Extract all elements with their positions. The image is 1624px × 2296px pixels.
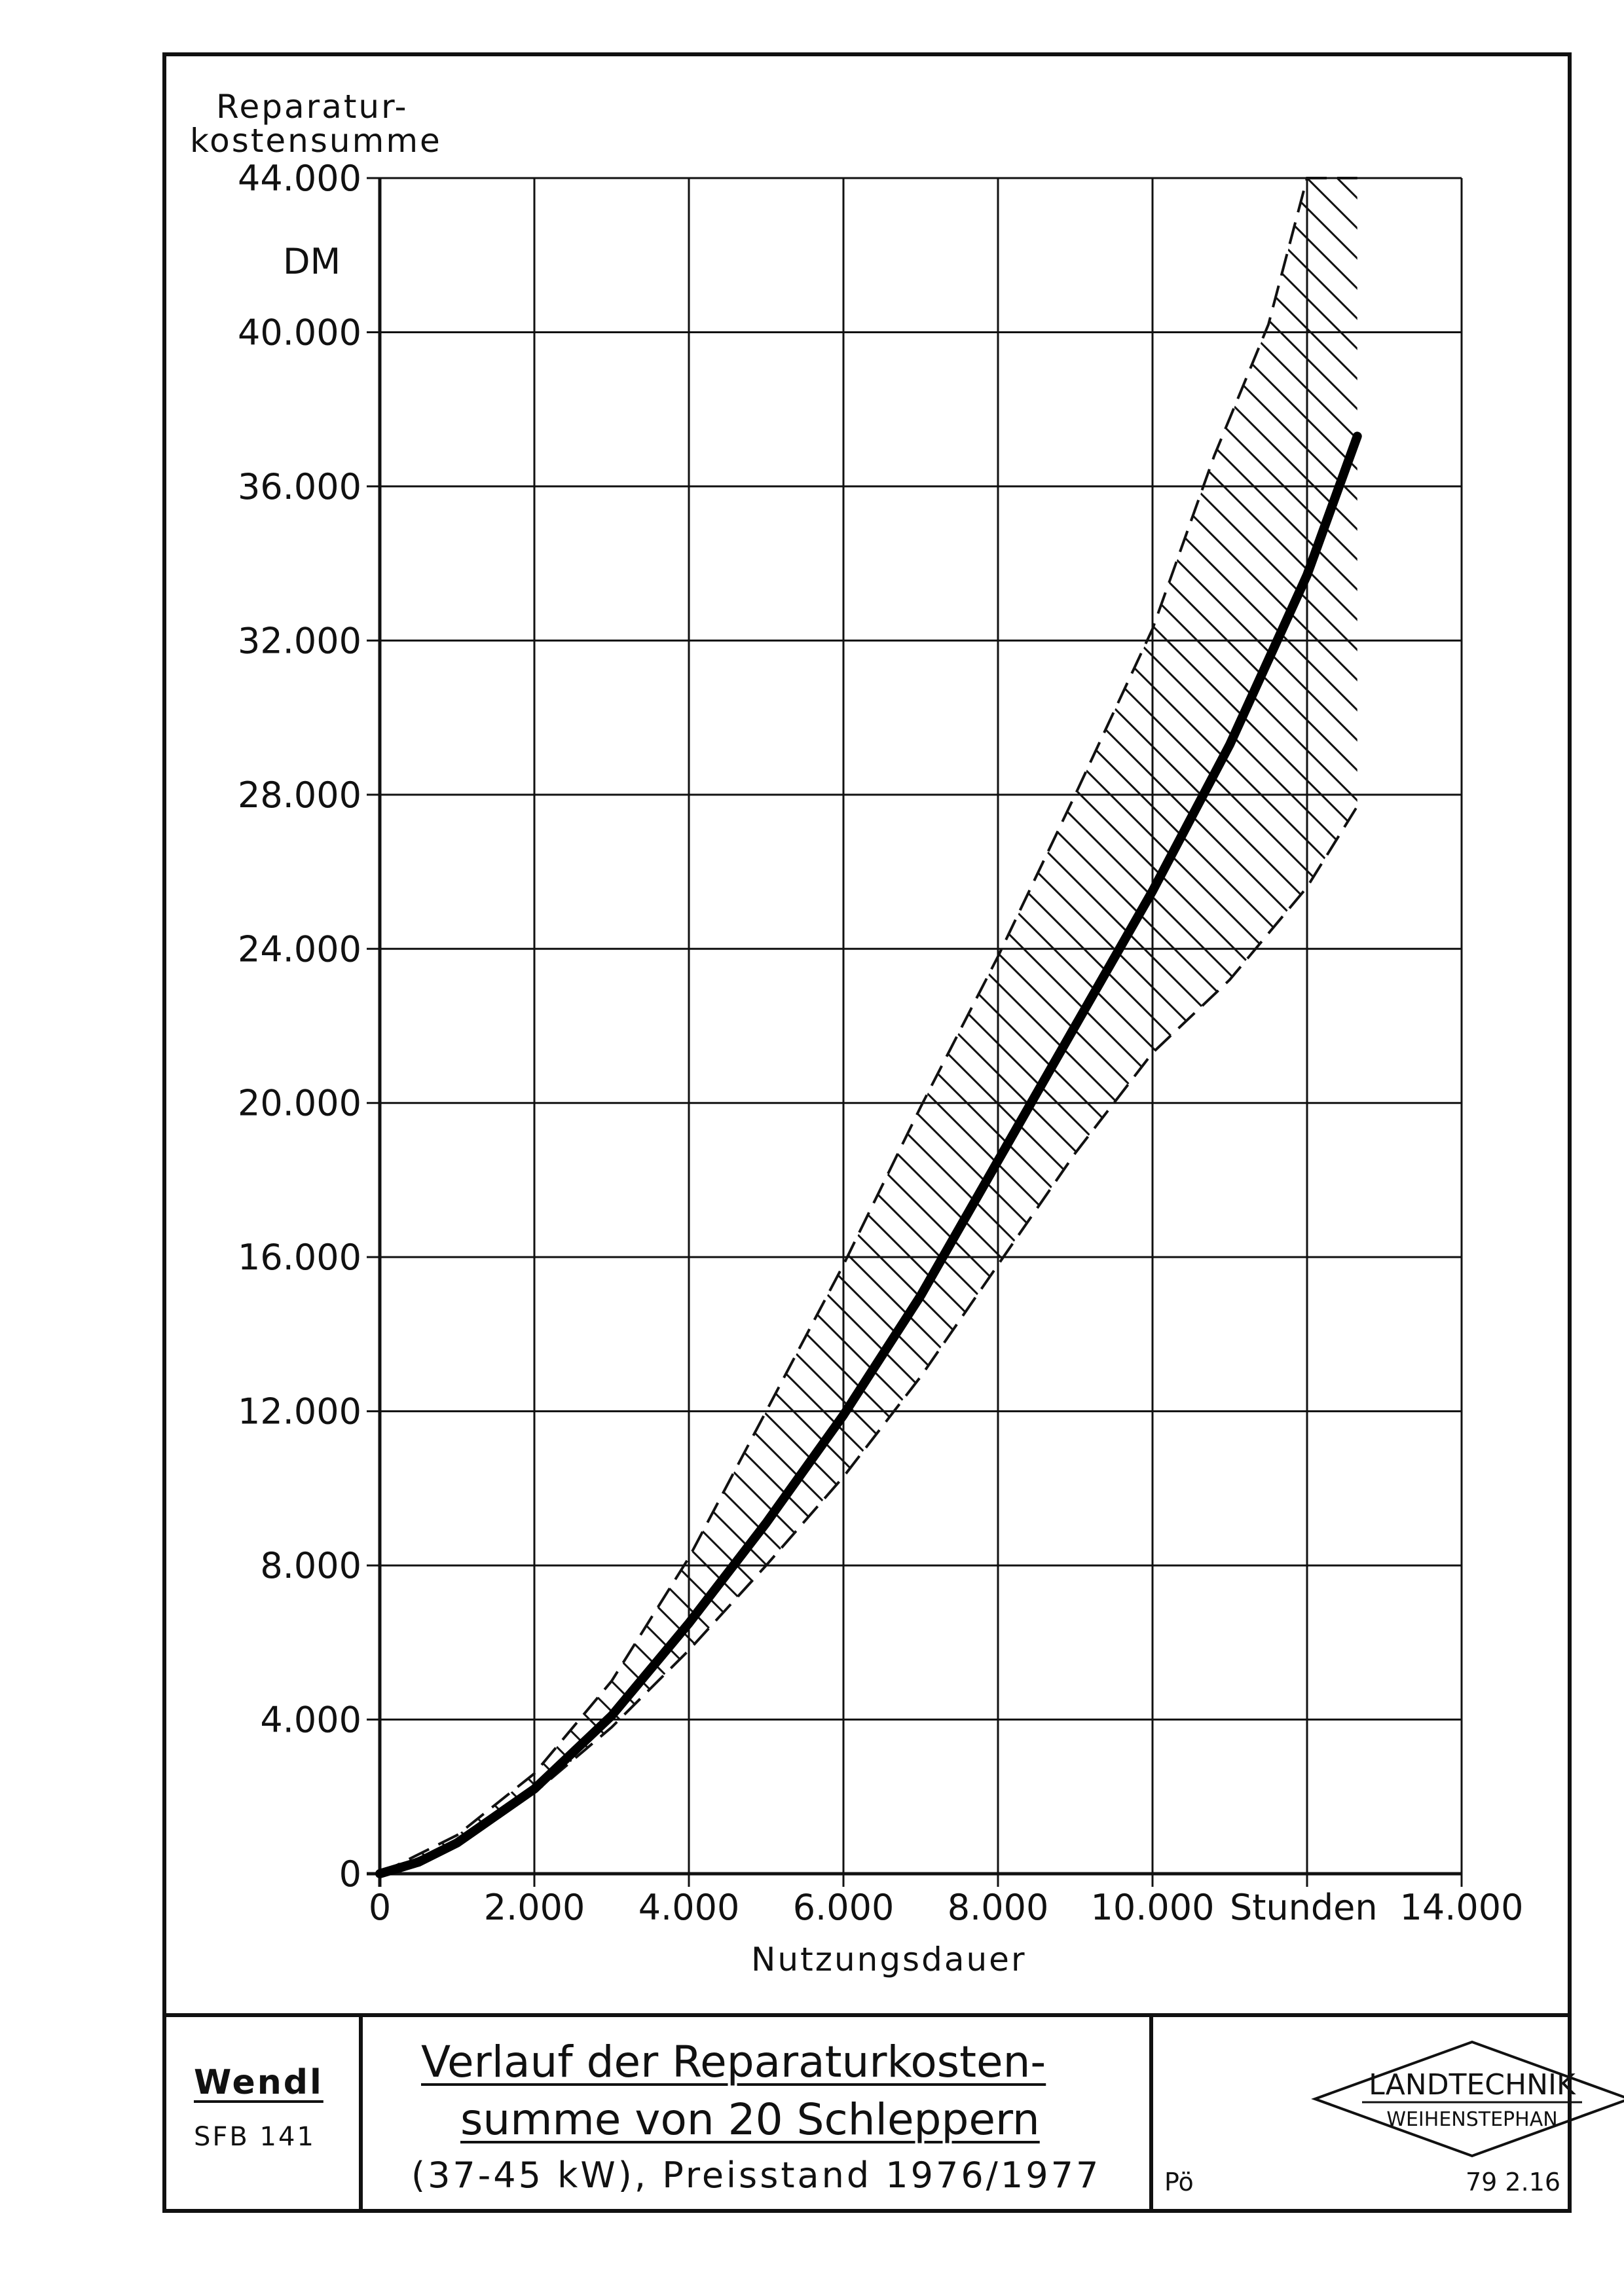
series-upper-bound: [380, 178, 1357, 1874]
hatch-line: [808, 131, 1624, 2013]
hatch-line: [0, 131, 1624, 2013]
hatch-line: [0, 131, 478, 2013]
hatch-line: [898, 131, 1624, 2013]
y-tick-label: 36.000: [238, 465, 361, 507]
svg-text:WEIHENSTEPHAN: WEIHENSTEPHAN: [1386, 2108, 1558, 2131]
hatch-line: [326, 131, 1624, 2013]
landtechnik-logo: [1308, 2037, 1624, 2161]
svg-text:LANDTECHNIK: LANDTECHNIK: [1369, 2068, 1576, 2102]
hatch-line: [0, 131, 930, 2013]
hatch-line: [0, 131, 1502, 2013]
hatch-line: [145, 131, 1624, 2013]
hatch-line: [356, 131, 1624, 2013]
hatch-line: [1531, 131, 1624, 2013]
hatch-line: [1441, 131, 1624, 2013]
hatch-line: [1411, 131, 1624, 2013]
hatch-line: [1591, 131, 1624, 2013]
chart-subtitle: (37-45 kW), Preisstand 1976/1977: [411, 2155, 1101, 2196]
y-tick-label: 12.000: [238, 1391, 361, 1432]
hatch-line: [0, 131, 749, 2013]
hatch-line: [1561, 131, 1624, 2013]
hatch-line: [0, 131, 1080, 2013]
x-tick-label: 2.000: [483, 1887, 585, 1928]
hatch-line: [0, 131, 1291, 2013]
hatch-line: [1350, 131, 1624, 2013]
series-lower-bound: [380, 807, 1357, 1874]
x-tick-label: 6.000: [792, 1887, 895, 1928]
hatch-line: [0, 131, 1472, 2013]
hatch-line: [236, 131, 1624, 2013]
x-axis-label: Nutzungsdauer: [751, 1941, 1027, 1978]
grid: [367, 178, 1462, 1887]
hatch-lines: [0, 131, 1624, 2013]
x-tick-label: 4.000: [638, 1887, 740, 1928]
hatch-line: [0, 131, 1624, 2013]
hatch-line: [1049, 131, 1624, 2013]
hatch-line: [0, 131, 1624, 2013]
hatch-line: [1109, 131, 1624, 2013]
y-tick-label: 4.000: [260, 1699, 361, 1741]
author-name: Wendl: [194, 2063, 323, 2102]
hatch-line: [868, 131, 1624, 2013]
hatch-line: [0, 131, 1382, 2013]
hatch-line: [1320, 131, 1624, 2013]
hatch-line: [0, 131, 1624, 2013]
hatch-line: [0, 131, 1624, 2013]
hatch-line: [688, 131, 1624, 2013]
hatch-line: [0, 131, 508, 2013]
hatch-line: [0, 131, 1593, 2013]
hatch-line: [0, 131, 870, 2013]
y-tick-label: 20.000: [238, 1082, 361, 1124]
hatch-line: [1079, 131, 1624, 2013]
y-tick-label: 8.000: [260, 1545, 361, 1587]
y-axis-unit: DM: [283, 241, 341, 282]
hatch-line: [0, 131, 1050, 2013]
hatch-line: [718, 131, 1624, 2013]
x-tick-label: 0: [368, 1887, 392, 1928]
hatch-line: [778, 131, 1624, 2013]
hatch-line: [1380, 131, 1624, 2013]
tick-layer: [238, 158, 1523, 1928]
y-axis-label-line2: kostensumme: [190, 122, 442, 160]
hatch-line: [0, 131, 840, 2013]
hatch-line: [0, 131, 1624, 2013]
hatch-line: [627, 131, 1624, 2013]
hatch-line: [1200, 131, 1624, 2013]
x-tick-label: 8.000: [947, 1887, 1049, 1928]
hatch-line: [657, 131, 1624, 2013]
hatch-line: [597, 131, 1624, 2013]
x-tick-label: 10.000: [1090, 1887, 1215, 1928]
drawing-number: 79 2.16: [1466, 2168, 1561, 2196]
series-layer: [380, 178, 1357, 1874]
x-axis-unit: Stunden: [1230, 1887, 1378, 1928]
hatch-line: [206, 131, 1624, 2013]
hatch-line: [0, 131, 779, 2013]
hatch-line: [0, 131, 1111, 2013]
hatch-line: [1139, 131, 1624, 2013]
hatch-line: [1230, 131, 1624, 2013]
hatch-line: [0, 131, 990, 2013]
hatch-line: [0, 131, 1624, 2013]
x-tick-label: 14.000: [1399, 1887, 1524, 1928]
hatch-line: [1621, 131, 1624, 2013]
hatch-line: [0, 131, 900, 2013]
sign-initials: Pö: [1164, 2168, 1194, 2196]
hatch-line: [959, 131, 1624, 2013]
hatch-line: [1170, 131, 1624, 2013]
author-department: SFB 141: [194, 2122, 316, 2152]
title-block-divider: [359, 2017, 363, 2213]
hatch-line: [0, 131, 1261, 2013]
y-tick-label: 32.000: [238, 620, 361, 662]
hatch-line: [0, 131, 1562, 2013]
hatch-line: [567, 131, 1624, 2013]
hatch-line: [1290, 131, 1624, 2013]
hatch-line: [0, 131, 1624, 2013]
hatch-line: [175, 131, 1624, 2013]
title-block-divider: [1149, 2017, 1153, 2213]
hatch-line: [748, 131, 1624, 2013]
hatch-line: [0, 131, 960, 2013]
hatched-band: [0, 131, 1624, 2013]
hatch-line: [447, 131, 1624, 2013]
hatch-line: [266, 131, 1624, 2013]
hatch-line: [0, 131, 1352, 2013]
hatch-line: [507, 131, 1624, 2013]
hatch-line: [0, 131, 1624, 2013]
y-axis-label-line1: Reparatur-: [216, 88, 409, 126]
hatch-line: [1260, 131, 1624, 2013]
hatch-line: [929, 131, 1624, 2013]
hatch-line: [1019, 131, 1624, 2013]
hatch-line: [1501, 131, 1624, 2013]
y-tick-label: 0: [339, 1853, 361, 1895]
series-mean-curve: [380, 436, 1357, 1874]
hatch-line: [0, 131, 1412, 2013]
hatch-line: [0, 131, 1623, 2013]
chart-title-line1: Verlauf der Reparaturkosten-: [421, 2037, 1046, 2087]
hatch-line: [296, 131, 1624, 2013]
hatch-line: [0, 131, 1321, 2013]
title-block: [162, 2013, 1576, 2213]
y-tick-label: 16.000: [238, 1237, 361, 1279]
y-tick-label: 24.000: [238, 928, 361, 970]
chart-title-line2: summe von 20 Schleppern: [460, 2094, 1040, 2145]
y-tick-label: 40.000: [238, 312, 361, 354]
hatch-line: [0, 131, 1020, 2013]
y-tick-label: 28.000: [238, 774, 361, 816]
hatch-line: [1471, 131, 1624, 2013]
y-tick-label: 44.000: [238, 158, 361, 199]
hatch-line: [0, 131, 1442, 2013]
